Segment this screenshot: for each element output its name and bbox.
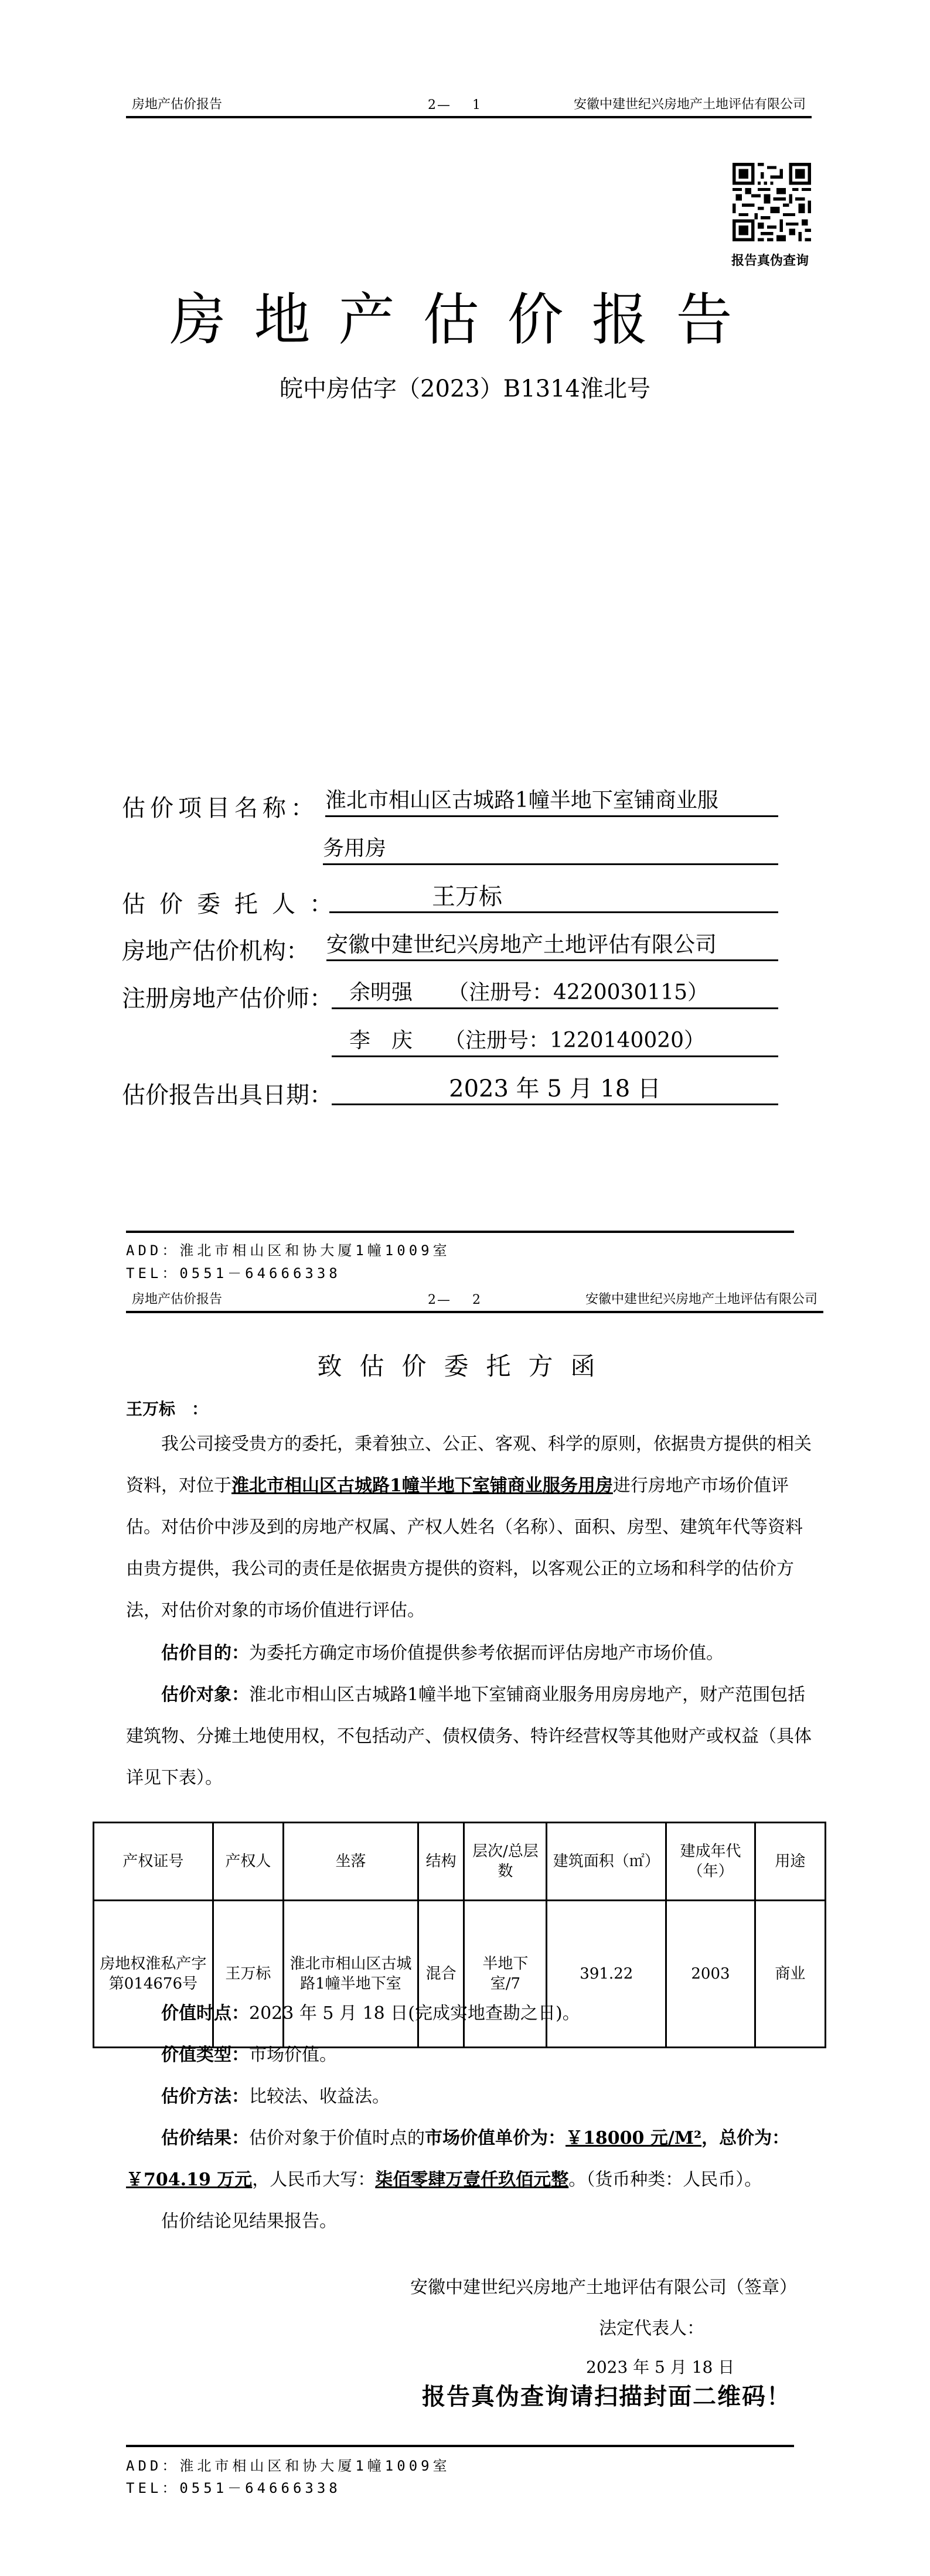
th-year: 建成年代（年） [666, 1823, 755, 1901]
cell-cert-no: 房地权淮私产字第014676号 [94, 1901, 213, 2048]
total-price: ￥704.19 万元 [126, 2170, 253, 2190]
header-page-number: 2— 1 [428, 98, 482, 112]
sign-date: 2023 年 5 月 18 日 [586, 2358, 735, 2377]
project-label: 估价项目名称： [122, 795, 319, 822]
appraiser-1: 余明强 （注册号：4220030115） [332, 978, 778, 1009]
date-label: 估价报告出具日期： [122, 1082, 333, 1109]
project-value-line2: 务用房 [323, 834, 778, 865]
footer-rule [126, 1231, 794, 1233]
qr-caption: 报告真伪查询 [731, 253, 809, 268]
object-paragraph: 估价对象：淮北市相山区古城路1幢半地下室铺商业服务用房房地产，财产范围包括建筑物、分摊土地使用权，不包括动产、债权债务、特许经营权等其他财产或权益（具体详见下表）。 [126, 1685, 812, 1788]
th-usage: 用途 [755, 1823, 825, 1901]
footer-address: ADD：淮北市相山区和协大厦1幢1009室 [126, 1242, 451, 1259]
header-page-number: 2— 2 [428, 1293, 482, 1307]
date-value: 2023 年 5 月 18 日 [332, 1074, 778, 1105]
cell-usage: 商业 [755, 1901, 825, 2048]
client-label: 估价委托人： [122, 891, 347, 918]
cell-structure: 混合 [418, 1901, 464, 2048]
qr-code-icon[interactable] [733, 163, 811, 241]
conclusion-paragraph: 估价结论见结果报告。 [161, 2211, 337, 2232]
footer-address: ADD：淮北市相山区和协大厦1幢1009室 [126, 2458, 451, 2474]
report-number: 皖中房估字（2023）B1314淮北号 [280, 375, 650, 402]
header-company: 安徽中建世纪兴房地产土地评估有限公司 [573, 97, 806, 112]
table-header-row [94, 1823, 826, 1901]
verify-note: 报告真伪查询请扫描封面二维码！ [422, 2383, 791, 2410]
legal-representative: 法定代表人： [599, 2318, 704, 2339]
salutation: 王万标 ： [126, 1399, 209, 1419]
appraiser-label: 注册房地产估价师： [122, 985, 333, 1012]
th-floor: 层次/总层数 [464, 1823, 547, 1901]
unit-price: ￥18000 元/M² [566, 2128, 702, 2148]
value-type-paragraph: 价值类型：市场价值。 [161, 2045, 337, 2065]
letter-title: 致估价委托方函 [317, 1352, 613, 1381]
page-header [126, 1285, 823, 1313]
intro-paragraph: 我公司接受贵方的委托，秉着独立、公正、客观、科学的原则，依据贵方提供的相关资料，对位于淮北市相山区古城路1幢半地下室铺商业服务用房进行房地产市场价值评估。对估价中涉及到的房地产权属、产权人姓名（名称）、面积、房型、建筑年代等资料由贵方提供，我公司的责任是依据贵方提供的资料，以客观公正的立场和科学的估价方法，对估价对象的市场价值进行评估。 [126, 1434, 812, 1621]
footer-tel: TEL：0551－64666338 [126, 2480, 341, 2496]
client-value: 王万标 [329, 882, 778, 913]
sign-company: 安徽中建世纪兴房地产土地评估有限公司（签章） [410, 2277, 797, 2298]
project-value-line1: 淮北市相山区古城路1幢半地下室铺商业服 [325, 786, 778, 817]
value-date-paragraph: 价值时点：2023 年 5 月 18 日(完成实地查勘之日)。 [161, 2003, 580, 2024]
footer-tel: TEL：0551－64666338 [126, 1265, 341, 1282]
header-doc-type: 房地产估价报告 [132, 1292, 223, 1307]
th-owner: 产权人 [213, 1823, 283, 1901]
cover-title: 房地产估价报告 [169, 287, 761, 353]
intro-subject: 淮北市相山区古城路1幢半地下室铺商业服务用房 [231, 1475, 613, 1496]
header-company: 安徽中建世纪兴房地产土地评估有限公司 [585, 1292, 817, 1307]
th-cert-no: 产权证号 [94, 1823, 213, 1901]
purpose-paragraph: 估价目的：为委托方确定市场价值提供参考依据而评估房地产市场价值。 [161, 1643, 724, 1663]
method-paragraph: 估价方法：比较法、收益法。 [161, 2086, 390, 2107]
result-paragraph: 估价结果：估价对象于价值时点的市场价值单价为：￥18000 元/M²，总价为：￥704.19 万元，人民币大写：柒佰零肆万壹仟玖佰元整。（货币种类：人民币）。 [126, 2128, 790, 2190]
page-header [126, 90, 812, 118]
th-area: 建筑面积（㎡） [547, 1823, 666, 1901]
agency-value: 安徽中建世纪兴房地产土地评估有限公司 [326, 930, 778, 961]
cell-floor: 半地下室/7 [464, 1901, 547, 2048]
cell-area: 391.22 [547, 1901, 666, 2048]
agency-label: 房地产估价机构： [122, 938, 309, 965]
rmb-uppercase: 柒佰零肆万壹仟玖佰元整 [375, 2170, 569, 2190]
cell-year: 2003 [666, 1901, 755, 2048]
th-structure: 结构 [418, 1823, 464, 1901]
appraiser-2: 李 庆 （注册号：1220140020） [332, 1026, 778, 1057]
header-doc-type: 房地产估价报告 [132, 97, 223, 112]
cell-owner: 王万标 [213, 1901, 283, 2048]
cell-location: 淮北市相山区古城路1幢半地下室 [283, 1901, 418, 2048]
th-location: 坐落 [283, 1823, 418, 1901]
footer-rule [126, 2445, 794, 2447]
